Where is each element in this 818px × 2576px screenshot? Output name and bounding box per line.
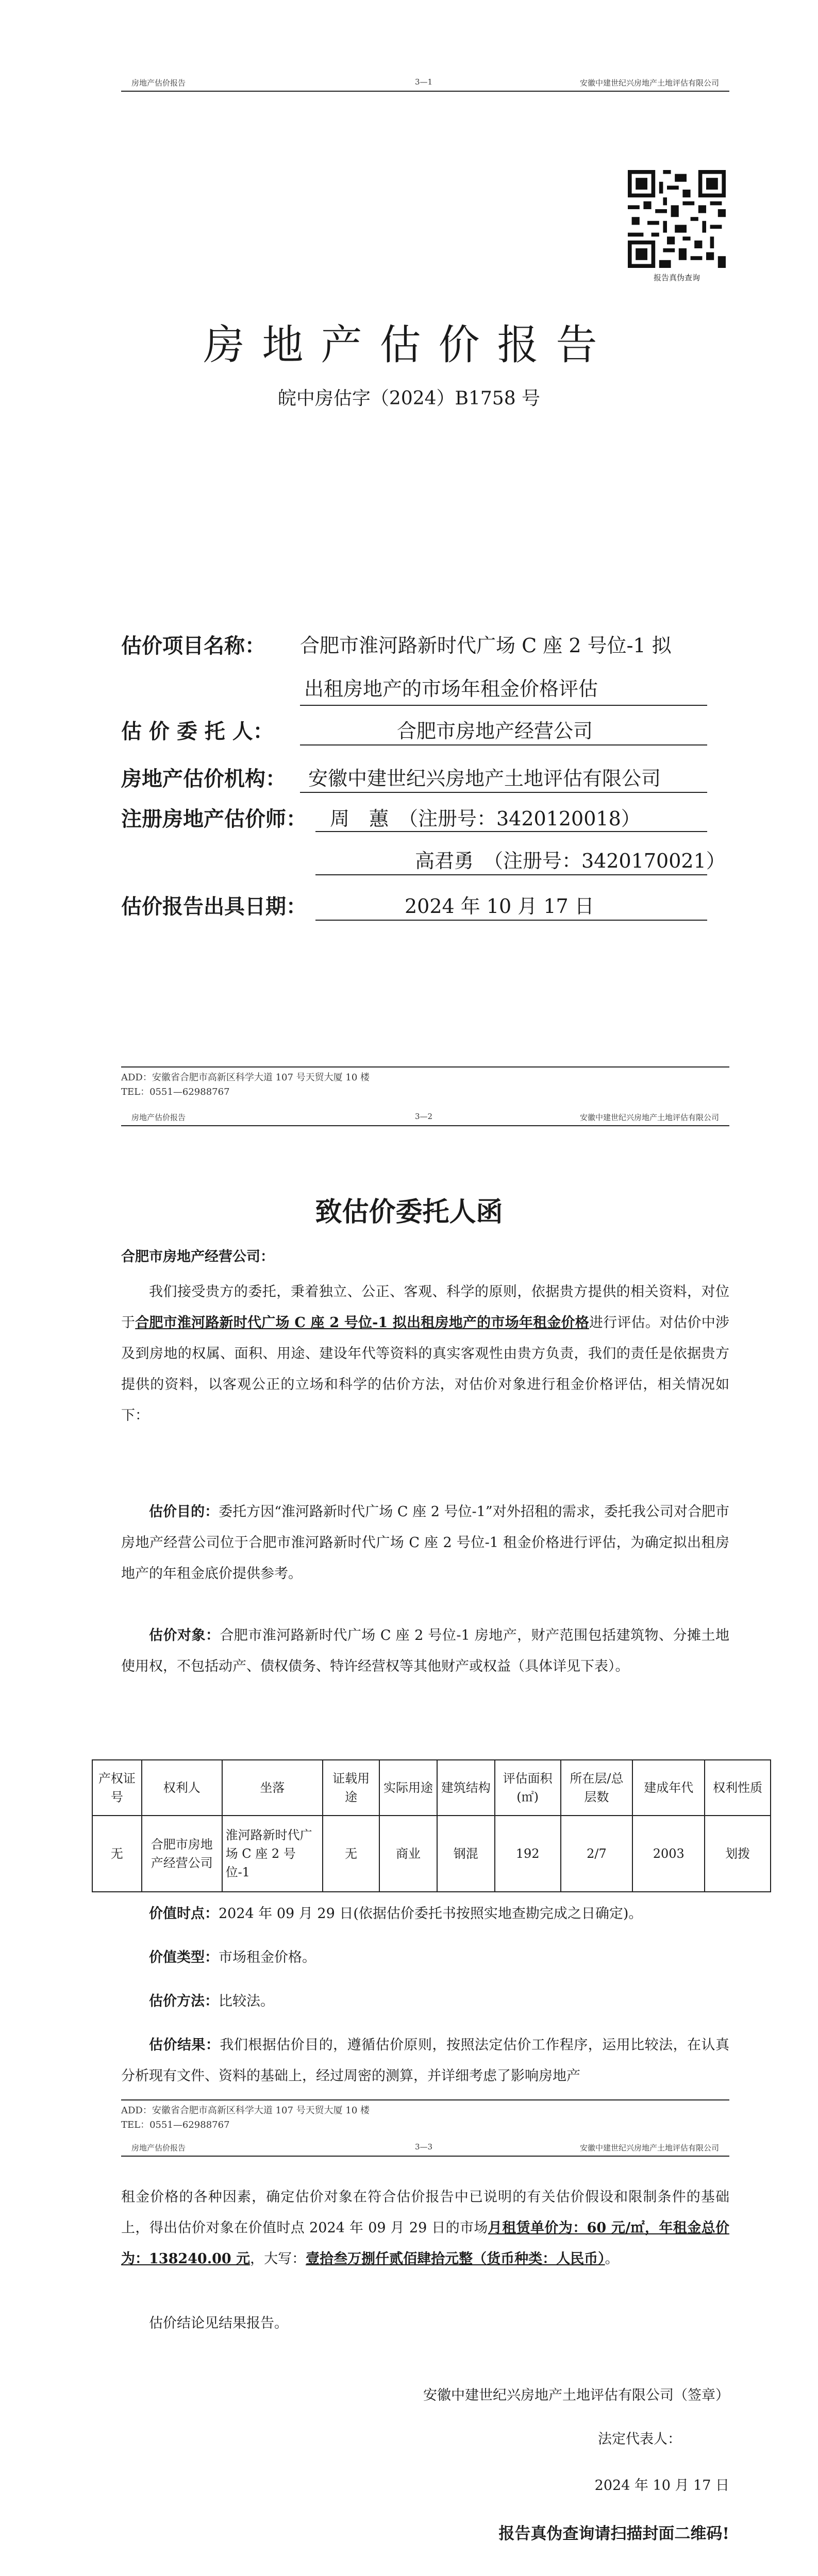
agency-label: 房地产估价机构：: [121, 767, 286, 791]
header-left-text: 房地产估价报告: [131, 1113, 186, 1122]
table-header-cell: 权利人: [142, 1760, 222, 1816]
appraiser-2: 高君勇 （注册号：3420170021）: [415, 850, 726, 872]
header-left-text: 房地产估价报告: [131, 2143, 186, 2153]
table-header-cell: 证载用途: [323, 1760, 379, 1816]
letter-salutation: 合肥市房地产经营公司：: [121, 1249, 274, 1265]
object-label: 估价对象：: [149, 1628, 220, 1643]
footer-tel: TEL：0551—62988767: [121, 2120, 230, 2130]
page-footer: [121, 1066, 729, 1099]
letter-intro-paragraph: [121, 1277, 729, 1431]
value-type-text: 市场租金价格。: [219, 1950, 316, 1965]
page-header: [121, 1108, 729, 1126]
result-text: 我们根据估价目的，遵循估价原则，按照法定估价工作程序，运用比较法，在认真分析现有文件、资料的基础上，经过周密的测算，并详细考虑了影响房地产: [121, 2037, 729, 2084]
table-row: [92, 1816, 771, 1892]
table-cell: 合肥市房地产经营公司: [142, 1816, 222, 1892]
conclusion-note: 估价结论见结果报告。: [149, 2315, 288, 2331]
purpose-paragraph: [121, 1497, 729, 1589]
appraiser-2-underline: [315, 874, 707, 875]
project-name-line1: 合肥市淮河路新时代广场 C 座 2 号位-1 拟: [300, 634, 672, 657]
client-value: 合肥市房地产经营公司: [397, 720, 593, 742]
table-header-cell: 实际用途: [379, 1760, 437, 1816]
value-type-label: 价值类型：: [149, 1950, 219, 1965]
footer-address: ADD：安徽省合肥市高新区科学大道 107 号天贸大厦 10 楼: [121, 1072, 370, 1083]
issue-date-value: 2024 年 10 月 17 日: [405, 895, 594, 918]
header-right-text: 安徽中建世纪兴房地产土地评估有限公司: [579, 2143, 719, 2153]
footer-address: ADD：安徽省合肥市高新区科学大道 107 号天贸大厦 10 楼: [121, 2105, 370, 2116]
issue-date-underline: [315, 920, 707, 921]
table-header-cell: 坐落: [222, 1760, 323, 1816]
method-text: 比较法。: [219, 1993, 274, 2009]
appraiser-1-underline: [315, 831, 707, 832]
table-header-cell: 权利性质: [705, 1760, 771, 1816]
value-time-paragraph: [121, 1899, 729, 1929]
method-label: 估价方法：: [149, 1993, 219, 2009]
client-label: 估 价 委 托 人：: [121, 719, 274, 743]
purpose-label: 估价目的：: [149, 1504, 219, 1520]
page-footer: [121, 2099, 729, 2132]
value-time-label: 价值时点：: [149, 1906, 219, 1922]
intro-text-c: 进行评估。对估价中涉及到房地的权属、面积、用途、建设年代等资料的真实客观性由贵方负责，我们的责任是依据贵方提供的资料，以客观公正的立场和科学的估价方法，对估价对象进行租金价格评估，相关情况如下：: [121, 1315, 730, 1423]
project-name-label: 估价项目名称：: [121, 634, 265, 658]
table-cell: 商业: [379, 1816, 437, 1892]
appraiser-1: 周 蕙 （注册号：3420120018）: [330, 807, 641, 830]
report-title: 房地产估价报告: [203, 321, 615, 369]
rent-amount: 月租赁单价为：60 元/㎡，年租金总价为：138240.00 元: [121, 2220, 729, 2267]
value-type-paragraph: [121, 1942, 729, 1973]
table-header-cell: 产权证号: [92, 1760, 142, 1816]
table-header-row: [92, 1760, 771, 1816]
intro-subject: 合肥市淮河路新时代广场 C 座 2 号位-1 拟出租房地产的市场年租金价格: [135, 1315, 589, 1331]
result-continued-text: 租金价格的各种因素，确定估价对象在符合估价报告中已说明的有关估价假设和限制条件的基础上，得出估价对象在价值时点 2024 年 09 月 29 日的市场: [121, 2189, 729, 2236]
table-cell: 淮河路新时代广场 C 座 2 号位-1: [222, 1816, 323, 1892]
header-left-text: 房地产估价报告: [131, 78, 186, 88]
project-name-underline: [300, 705, 707, 706]
table-cell: 无: [323, 1816, 379, 1892]
method-paragraph: [121, 1986, 729, 2017]
intro-text-a: 我们接受贵方的委托，秉着独立、公正、客观、科学的原则，依据贵方提供的相关资料，对位于: [121, 1284, 729, 1331]
value-time-text: 2024 年 09 月 29 日(依据估价委托书按照实地查勘完成之日确定)。: [219, 1906, 643, 1922]
table-cell: 192: [495, 1816, 561, 1892]
project-name-line2: 出租房地产的市场年租金价格评估: [304, 677, 598, 700]
table-header-cell: 建成年代: [632, 1760, 705, 1816]
result-label: 估价结果：: [149, 2037, 220, 2053]
issue-date-label: 估价报告出具日期：: [121, 894, 307, 919]
page-header: [121, 2138, 729, 2157]
footer-tel: TEL：0551—62988767: [121, 1087, 230, 1097]
property-table: [92, 1759, 771, 1892]
capital-label: ，大写：: [250, 2251, 306, 2267]
purpose-text: 委托方因“淮河路新时代广场 C 座 2 号位-1”对外招租的需求，委托我公司对合肥市房地产经营公司位于合肥市淮河路新时代广场 C 座 2 号位-1 租金价格进行评估，为确定拟出租房地产的年租金底价提供参考。: [121, 1504, 730, 1582]
signature-company: 安徽中建世纪兴房地产土地评估有限公司（签章）: [423, 2387, 729, 2403]
table-cell: 2003: [632, 1816, 705, 1892]
header-page-number: 3—3: [415, 2142, 433, 2151]
client-underline: [300, 744, 707, 745]
table-header-cell: 建筑结构: [437, 1760, 495, 1816]
agency-underline: [300, 792, 707, 793]
verification-note: 报告真伪查询请扫描封面二维码!: [498, 2524, 729, 2543]
header-page-number: 3—2: [415, 1112, 433, 1121]
result-continued-paragraph: [121, 2182, 729, 2275]
sentence-end: 。: [605, 2251, 619, 2267]
object-paragraph: [121, 1620, 729, 1682]
signature-date: 2024 年 10 月 17 日: [594, 2478, 729, 2494]
table-cell: 无: [92, 1816, 142, 1892]
page-header: [121, 73, 729, 92]
qr-caption: 报告真伪查询: [653, 273, 700, 282]
header-right-text: 安徽中建世纪兴房地产土地评估有限公司: [579, 1113, 719, 1122]
legal-representative: 法定代表人：: [598, 2431, 681, 2447]
agency-value: 安徽中建世纪兴房地产土地评估有限公司: [308, 767, 661, 790]
table-header-cell: 评估面积(㎡): [495, 1760, 561, 1816]
header-page-number: 3—1: [415, 77, 433, 87]
table-header-cell: 所在层/总层数: [561, 1760, 633, 1816]
table-cell: 2/7: [561, 1816, 633, 1892]
table-cell: 钢混: [437, 1816, 495, 1892]
appraiser-label: 注册房地产估价师：: [121, 807, 307, 831]
letter-title: 致估价委托人函: [315, 1196, 503, 1228]
qr-code-icon[interactable]: [628, 170, 726, 268]
result-paragraph: [121, 2030, 729, 2092]
rent-amount-capital: 壹拾叁万捌仟贰佰肆拾元整（货币种类：人民币）: [306, 2251, 605, 2267]
header-right-text: 安徽中建世纪兴房地产土地评估有限公司: [579, 78, 719, 88]
report-number: 皖中房估字（2024）B1758 号: [277, 388, 541, 409]
table-cell: 划拨: [705, 1816, 771, 1892]
object-text: 合肥市淮河路新时代广场 C 座 2 号位-1 房地产，财产范围包括建筑物、分摊土地使用权，不包括动产、债权债务、特许经营权等其他财产或权益（具体详见下表）。: [121, 1628, 729, 1674]
